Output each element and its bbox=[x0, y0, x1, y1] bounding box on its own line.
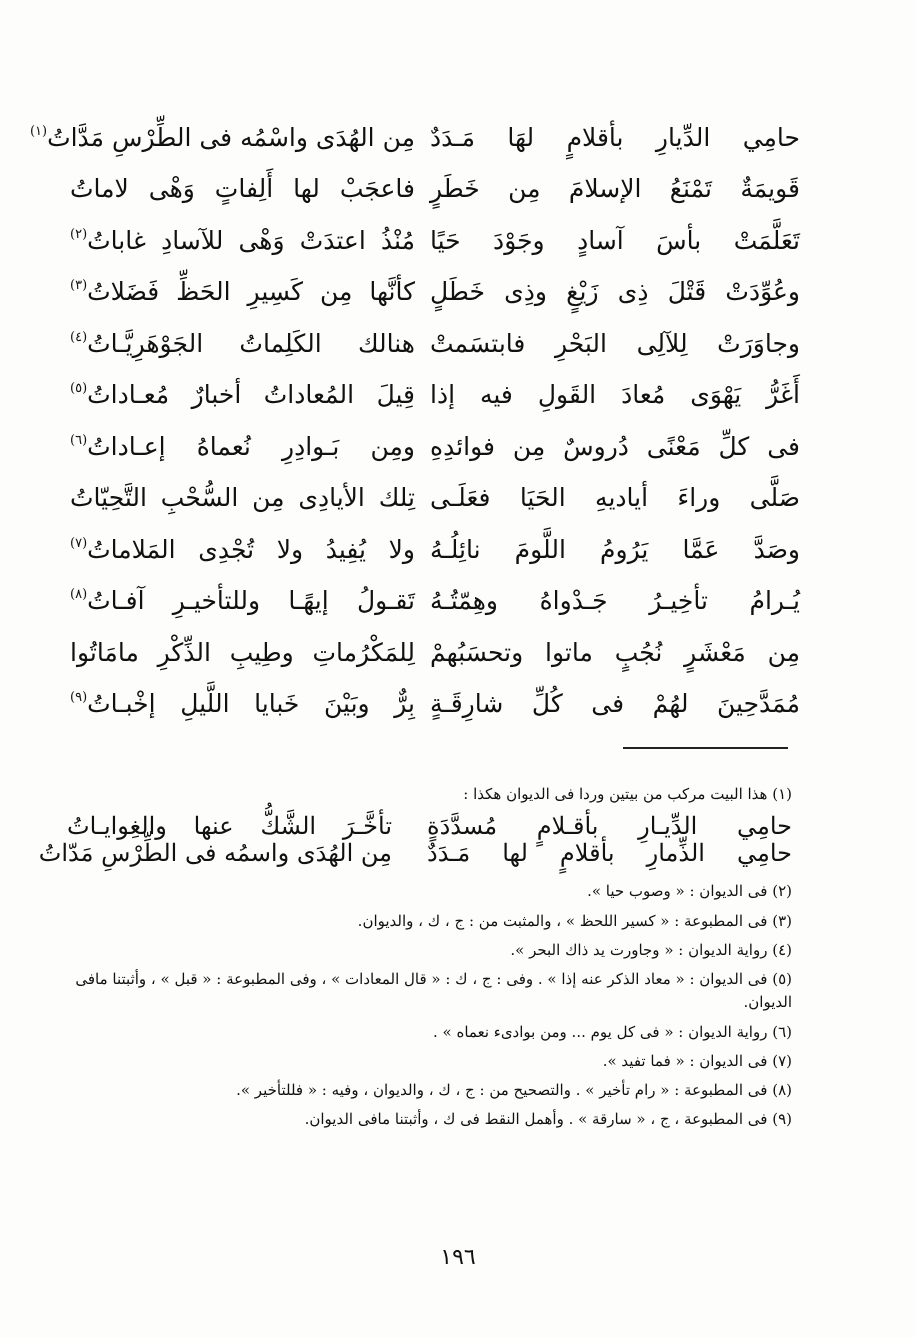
footnote-marker: (٣) bbox=[70, 278, 88, 294]
verse-first-hemistich: وصَدَّ عَمَّا يَرُومُ اللَّومَ نائِلُـهُ bbox=[430, 534, 800, 564]
verse-line bbox=[70, 370, 800, 422]
verse-line bbox=[70, 524, 800, 576]
verse-line bbox=[70, 215, 800, 267]
footnote-6: (٦) رواية الديوان : « فى كل يوم ... ومن بوادىء نعماه » . bbox=[433, 1022, 792, 1041]
verse-first-hemistich: يُـرامُ تأخِيـرُ جَـدْواهُ وهِمّتُـهُ bbox=[430, 586, 800, 616]
verse-line bbox=[70, 576, 800, 628]
verse-second-hemistich bbox=[70, 174, 415, 204]
footnote-marker: (١) bbox=[29, 123, 48, 139]
quoted-verse-line bbox=[60, 812, 792, 839]
hemistich-text: لِلمَكْرُماتِ وطِيبِ الذِّكْرِ مامَاتُوا bbox=[70, 637, 415, 667]
footnotes bbox=[38, 783, 792, 1138]
quoted-verses bbox=[38, 811, 792, 867]
verse-second-hemistich bbox=[70, 380, 415, 410]
footnote-2: (٢) فى الديوان : « وصوب حيا ». bbox=[587, 882, 792, 901]
footnote-5: (٥) فى الديوان : « معاد الذكر عنه إذا » . وفى : ج ، ك : « قال المعادات » ، وفى المطبوعة : « قبل » ، وأثبتنا مافى الديوان. bbox=[75, 970, 792, 1012]
footnote-marker: (٩) bbox=[70, 690, 88, 706]
verse-second-hemistich bbox=[70, 586, 415, 616]
footnote-marker: (٦) bbox=[70, 432, 88, 448]
footnote-marker: (٢) bbox=[70, 226, 88, 242]
hemistich-text: تِلك الأيادِى مِن السُّحْبِ التَّحِيّاتُ bbox=[70, 483, 415, 513]
verse-second-hemistich bbox=[70, 432, 415, 462]
hemistich-text: بِرٌّ وبَيْنَ خَبايا اللَّيلِ إخْبـاتُ bbox=[87, 689, 415, 719]
verse-second-hemistich bbox=[70, 226, 415, 256]
verse-line bbox=[70, 164, 800, 216]
verse-first-hemistich: مِن مَعْشَرٍ نُجُبٍ ماتوا وتحسَبُهمْ bbox=[430, 637, 800, 667]
verse-line bbox=[70, 421, 800, 473]
hemistich-text: قِيلَ المُعاداتُ أخبارٌ مُعـاداتُ bbox=[87, 380, 415, 410]
verse-first-hemistich: فى كلِّ مَعْنًى دُروسٌ مِن فوائدِهِ bbox=[430, 431, 800, 461]
hemistich-text: مِن الهُدَى واسْمُه فى الطِّرْسِ مَدَّاتُ bbox=[47, 122, 415, 152]
verse-line bbox=[70, 473, 800, 525]
hemistich-text: مُنْذُ اعتدَتْ وَهْى للآسادِ غاباتُ bbox=[87, 225, 415, 255]
verse-first-hemistich: تَعَلَّمَتْ بأسَ آسادٍ وجَوْدَ حَيًا bbox=[430, 225, 800, 255]
footnote-marker: (٥) bbox=[70, 381, 88, 397]
quoted-second-hemistich: تأخَّـرَ الشَّكُّ عنها والغِوايـاتُ bbox=[67, 811, 392, 840]
verse-second-hemistich bbox=[70, 483, 415, 513]
footnote-8: (٨) فى المطبوعة : « رام تأخير » . والتصحيح من : ج ، ك ، والديوان ، وفيه : « فللتأخير ». bbox=[236, 1081, 792, 1099]
verse-second-hemistich bbox=[70, 638, 415, 668]
verse-second-hemistich bbox=[70, 689, 415, 719]
verse-first-hemistich: صَلَّى وراءَ أياديهِ الحَيَا فعَلَـى bbox=[430, 483, 800, 513]
footnote-4: (٤) رواية الديوان : « وجاورت يد ذاك البحر ». bbox=[510, 940, 792, 959]
verse-first-hemistich: حامِي الدِّيارِ بأقلامٍ لهَا مَـدَدٌ bbox=[430, 122, 800, 152]
footnote-separator bbox=[623, 747, 788, 749]
quoted-first-hemistich: حامِي الذِّمارِ بأقلامٍ لها مَـدَدٌ bbox=[427, 838, 792, 867]
hemistich-text: تَقـولُ إيهًـا وللتأخيـرِ آفـاتُ bbox=[87, 586, 415, 616]
footnote-marker: (٨) bbox=[70, 587, 88, 603]
footnote-3: (٣) فى المطبوعة : « كسير اللحظ » ، والمثبت من : ج ، ك ، والديوان. bbox=[357, 911, 792, 930]
verse-second-hemistich bbox=[70, 329, 415, 359]
footnote-7: (٧) فى الديوان : « فما تفيد ». bbox=[602, 1051, 792, 1070]
page-number: ١٩٦ bbox=[440, 1245, 476, 1270]
quoted-first-hemistich: حامِي الدِّيـارِ بأقـلامٍ مُسدَّدَةٍ bbox=[427, 811, 792, 840]
footnote-9: (٩) فى المطبوعة ، ج ، « سارقة » . وأهمل النقط فى ك ، وأثبتنا مافى الديوان. bbox=[304, 1110, 792, 1129]
verse-first-hemistich: قَويمَةٌ تَمْنَعُ الإسلامَ مِن خَطَرٍ bbox=[430, 174, 800, 204]
hemistich-text: ومِن بَـوادِرِ نُعماهُ إعـاداتُ bbox=[87, 431, 415, 461]
verse-second-hemistich bbox=[70, 277, 415, 307]
verse-second-hemistich bbox=[70, 535, 415, 565]
hemistich-text: ولا يُفِيدُ ولا تُجْدِى المَلاماتُ bbox=[87, 534, 415, 564]
footnote-marker: (٧) bbox=[70, 535, 88, 551]
verse-first-hemistich: أَغَرُّ يَهْوَى مُعادَ القَولِ فيه إذا bbox=[430, 380, 800, 410]
verse-line bbox=[70, 318, 800, 370]
quoted-second-hemistich: مِن الهُدَى واسمُه فى الطِّرْسِ مَدّاتُ bbox=[38, 838, 392, 867]
verse-line bbox=[70, 267, 800, 319]
footnote-marker: (٤) bbox=[70, 329, 88, 345]
verse-first-hemistich: وجاوَرَتْ لِلآلِى البَحْرِ فابتسَمتْ bbox=[430, 328, 800, 358]
poem-verses bbox=[29, 112, 800, 730]
verse-second-hemistich bbox=[29, 122, 415, 153]
hemistich-text: هنالك الكَلِماتُ الجَوْهَرِيَّـاتُ bbox=[87, 328, 415, 358]
hemistich-text: كأنَّها مِن كَسِيرِ الحَظِّ فَضَلاتُ bbox=[87, 277, 415, 307]
quoted-verse-line bbox=[38, 838, 792, 867]
footnote-1: (١) هذا البيت مركب من بيتين وردا فى الديوان هكذا : bbox=[463, 785, 792, 803]
verse-line bbox=[70, 627, 800, 679]
verse-first-hemistich: مُمَدَّحِينَ لهُمْ فى كُلِّ شارِقَـةٍ bbox=[430, 689, 800, 719]
verse-first-hemistich: وعُوِّدَتْ قَتْلَ ذِى زَيْغٍ وذِى خَطَلٍ bbox=[430, 277, 800, 307]
hemistich-text: فاعجَبْ لها أَلِفاتٍ وَهْى لاماتُ bbox=[70, 174, 415, 204]
verse-line bbox=[70, 679, 800, 731]
verse-line bbox=[29, 112, 800, 164]
